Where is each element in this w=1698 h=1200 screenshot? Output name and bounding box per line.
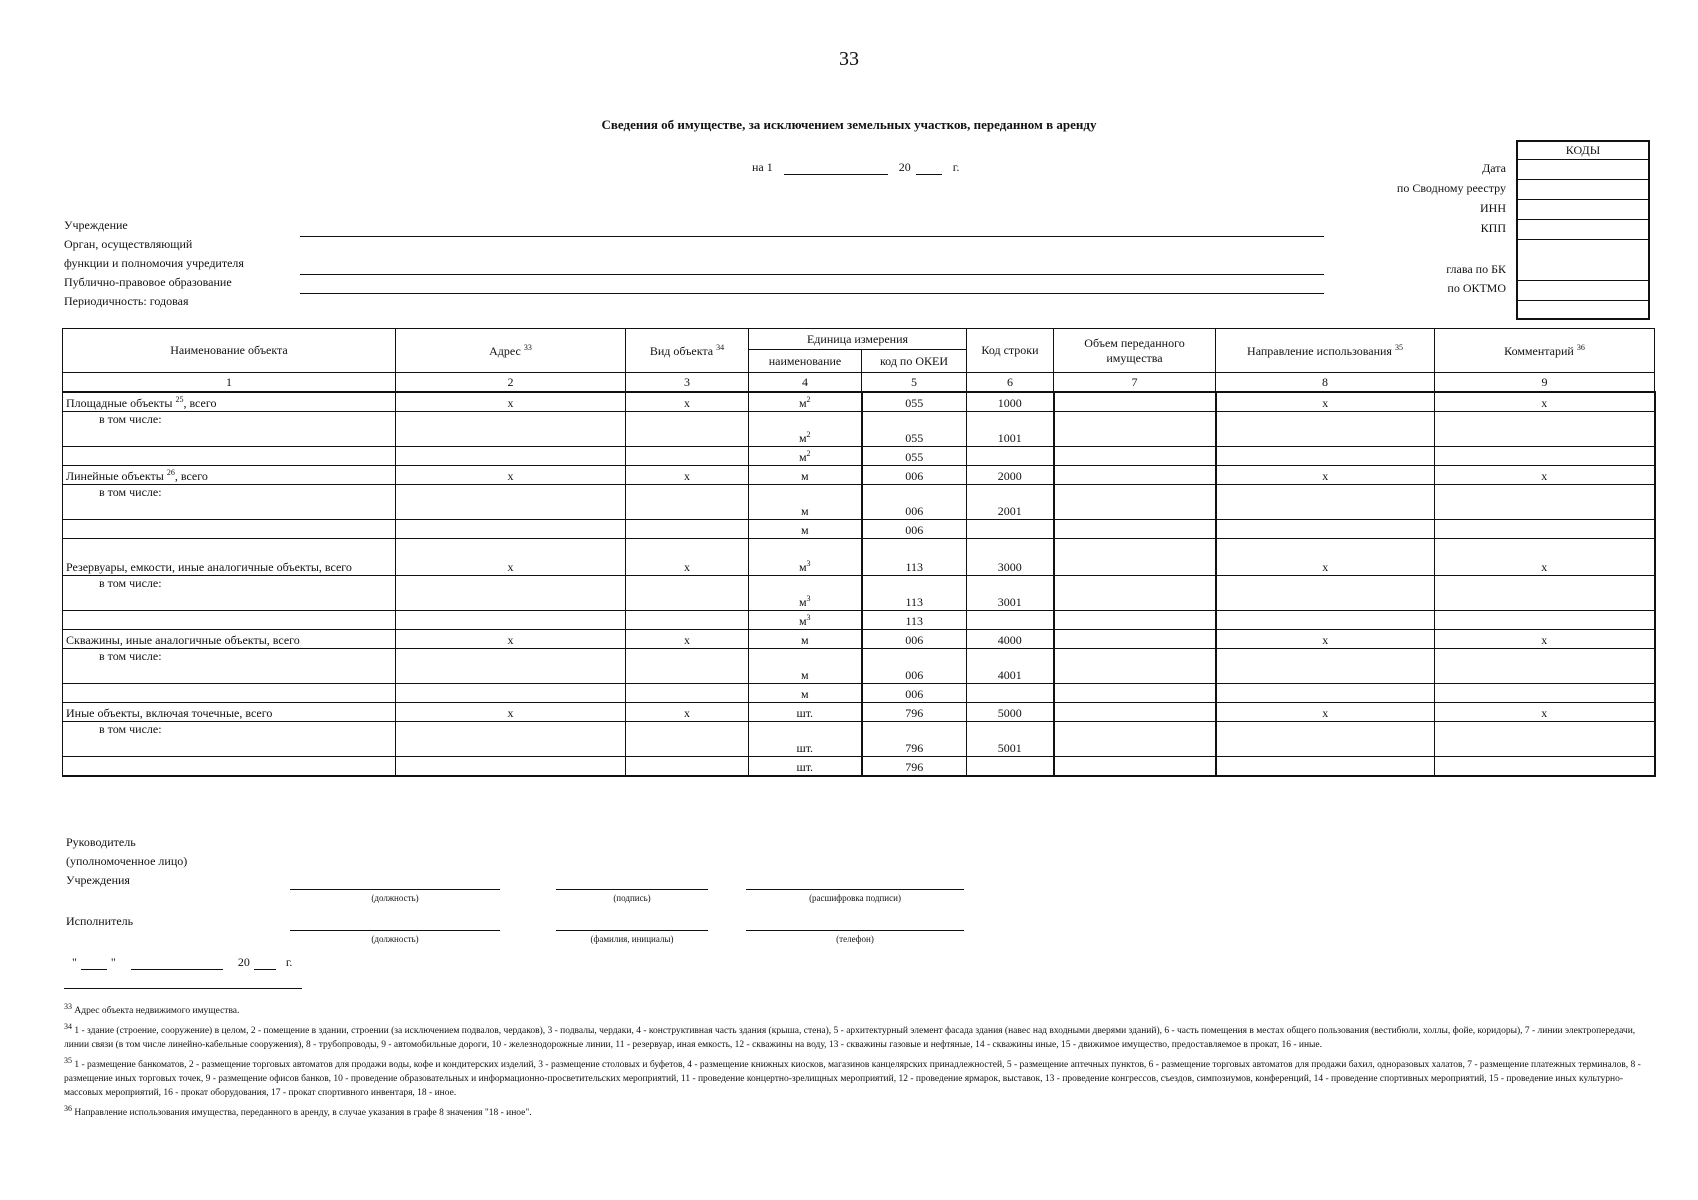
code-label-oktmo: по ОКТМО <box>1447 281 1506 295</box>
row-unit-name: м <box>749 466 862 485</box>
row-address[interactable] <box>396 520 626 539</box>
table-row-blank <box>63 757 1655 777</box>
header-address: Адрес $^{33}$ <box>396 329 626 373</box>
table-row-sub <box>63 722 1655 757</box>
row-unit-code: 796 <box>862 722 967 757</box>
row-including-label: в том числе: <box>63 649 396 684</box>
row-comment[interactable] <box>1435 576 1655 611</box>
row-unit-code: 006 <box>862 520 967 539</box>
code-cell-empty[interactable] <box>1518 301 1648 318</box>
row-type[interactable]: x <box>626 539 749 576</box>
row-code: 1000 <box>967 392 1054 412</box>
table-row-blank <box>63 447 1655 466</box>
row-address[interactable] <box>396 576 626 611</box>
header-type: Вид объекта $^{34}$ <box>626 329 749 373</box>
row-code: 3001 <box>967 576 1054 611</box>
head-label-1: Руководитель <box>66 835 136 849</box>
row-volume[interactable] <box>1054 611 1216 630</box>
row-name[interactable] <box>63 447 396 466</box>
row-name[interactable] <box>63 757 396 777</box>
row-direction[interactable]: x <box>1216 539 1435 576</box>
row-direction[interactable] <box>1216 412 1435 447</box>
field-label-authority-2: функции и полномочия учредителя <box>64 256 244 270</box>
row-code: 5001 <box>967 722 1054 757</box>
row-unit-code: 055 <box>862 412 967 447</box>
row-unit-name: $м^2$ <box>749 447 862 466</box>
report-date <box>752 160 959 175</box>
row-comment[interactable] <box>1435 412 1655 447</box>
row-code <box>967 520 1054 539</box>
footnotes <box>64 1000 1649 1123</box>
row-direction[interactable]: x <box>1216 466 1435 485</box>
row-volume[interactable] <box>1054 539 1216 576</box>
row-comment[interactable]: x <box>1435 392 1655 412</box>
row-code <box>967 611 1054 630</box>
row-unit-name: шт. <box>749 703 862 722</box>
row-unit-code: 006 <box>862 466 967 485</box>
field-label-public-entity: Публично-правовое образование <box>64 275 232 289</box>
row-volume[interactable] <box>1054 649 1216 684</box>
col-number-2: 2 <box>396 373 626 393</box>
row-code: 5000 <box>967 703 1054 722</box>
footnote-33: $^{33}$ Адрес объекта недвижимого имущества. <box>64 1002 240 1017</box>
row-direction[interactable] <box>1216 447 1435 466</box>
table-row-sub <box>63 412 1655 447</box>
row-volume[interactable] <box>1054 447 1216 466</box>
row-unit-name: м <box>749 520 862 539</box>
row-comment[interactable] <box>1435 611 1655 630</box>
head-label-2: (уполномоченное лицо) <box>66 854 188 868</box>
row-volume[interactable] <box>1054 520 1216 539</box>
row-unit-code: 113 <box>862 611 967 630</box>
row-comment[interactable]: x <box>1435 539 1655 576</box>
executor-position-caption: (должность) <box>371 934 419 944</box>
header-row-code: Код строки <box>967 329 1054 373</box>
row-direction[interactable] <box>1216 520 1435 539</box>
sig-date-month-blank[interactable] <box>131 957 223 970</box>
executor-phone-line[interactable] <box>746 930 964 931</box>
row-code <box>967 684 1054 703</box>
row-address[interactable] <box>396 412 626 447</box>
footnote-36: $^{36}$ Направление использования имущества, переданного в аренду, в случае указания в графе 8 значения "18 - иное". <box>64 1104 532 1119</box>
row-unit-name: шт. <box>749 757 862 777</box>
property-table <box>62 328 1656 777</box>
codes-box <box>1516 140 1650 320</box>
row-type[interactable] <box>626 447 749 466</box>
col-number-5: 5 <box>862 373 967 393</box>
table-row-total <box>63 539 1655 576</box>
row-type[interactable] <box>626 684 749 703</box>
table-row-total <box>63 466 1655 485</box>
col-number-4: 4 <box>749 373 862 393</box>
row-type[interactable]: x <box>626 466 749 485</box>
row-volume[interactable] <box>1054 703 1216 722</box>
code-cell-bk[interactable] <box>1518 240 1648 281</box>
row-comment[interactable] <box>1435 722 1655 757</box>
row-comment[interactable] <box>1435 757 1655 777</box>
field-label-periodicity: Периодичность: годовая <box>64 294 189 308</box>
code-label-registry: по Сводному реестру <box>1396 181 1506 195</box>
row-comment[interactable] <box>1435 447 1655 466</box>
row-unit-name: $м^2$ <box>749 412 862 447</box>
row-unit-code: 055 <box>862 392 967 412</box>
header-unit: Единица измерения <box>749 329 967 350</box>
row-address[interactable]: x <box>396 466 626 485</box>
code-cell-inn[interactable] <box>1518 200 1648 220</box>
head-label-3: Учреждения <box>66 873 130 887</box>
head-decoding-line[interactable] <box>746 889 964 890</box>
table-row-blank <box>63 684 1655 703</box>
head-position-caption: (должность) <box>371 893 419 903</box>
col-number-3: 3 <box>626 373 749 393</box>
row-volume[interactable] <box>1054 485 1216 520</box>
row-unit-name: м <box>749 485 862 520</box>
row-address[interactable]: x <box>396 392 626 412</box>
row-type[interactable] <box>626 576 749 611</box>
row-name: Площадные объекты $^{25}$, всего <box>63 392 396 412</box>
code-label-inn: ИНН <box>1480 201 1506 215</box>
footnote-separator <box>64 988 302 989</box>
table-row-blank <box>63 611 1655 630</box>
row-unit-code: 055 <box>862 447 967 466</box>
row-type[interactable] <box>626 412 749 447</box>
header-comment: Комментарий $^{36}$ <box>1435 329 1655 373</box>
row-comment[interactable]: x <box>1435 630 1655 649</box>
row-type[interactable] <box>626 722 749 757</box>
row-name: Линейные объекты $^{26}$, всего <box>63 466 396 485</box>
header-volume: Объем переданного имущества <box>1054 329 1216 373</box>
row-direction[interactable] <box>1216 757 1435 777</box>
row-name[interactable] <box>63 611 396 630</box>
row-comment[interactable] <box>1435 520 1655 539</box>
row-type[interactable] <box>626 757 749 777</box>
col-number-6: 6 <box>967 373 1054 393</box>
codes-header: КОДЫ <box>1518 142 1648 160</box>
row-comment[interactable] <box>1435 684 1655 703</box>
row-comment[interactable] <box>1435 649 1655 684</box>
row-volume[interactable] <box>1054 466 1216 485</box>
executor-label: Исполнитель <box>66 914 134 928</box>
field-line-institution[interactable] <box>300 236 1324 237</box>
col-number-8: 8 <box>1216 373 1435 393</box>
executor-name-line[interactable] <box>556 930 708 931</box>
sig-date-year-blank[interactable] <box>254 957 276 970</box>
table-row-total <box>63 630 1655 649</box>
header-unit-code: код по ОКЕИ <box>862 350 967 373</box>
executor-position-line[interactable] <box>290 930 500 931</box>
row-code: 2000 <box>967 466 1054 485</box>
head-signature-caption: (подпись) <box>613 893 651 903</box>
field-line-public-entity[interactable] <box>300 293 1324 294</box>
table-row-total <box>63 703 1655 722</box>
col-number-1: 1 <box>63 373 396 393</box>
date-prefix: на 1 <box>752 160 773 174</box>
row-unit-name: $м^3$ <box>749 576 862 611</box>
row-volume[interactable] <box>1054 684 1216 703</box>
row-including-label: в том числе: <box>63 485 396 520</box>
row-unit-name: $м^3$ <box>749 611 862 630</box>
row-name: Иные объекты, включая точечные, всего <box>63 703 396 722</box>
row-unit-name: м <box>749 630 862 649</box>
page-number: 33 <box>839 48 859 70</box>
row-unit-code: 113 <box>862 576 967 611</box>
row-type[interactable] <box>626 485 749 520</box>
row-code: 3000 <box>967 539 1054 576</box>
head-signature-line[interactable] <box>556 889 708 890</box>
table-row-sub <box>63 576 1655 611</box>
row-unit-code: 006 <box>862 684 967 703</box>
code-label-date: Дата <box>1482 161 1506 175</box>
table-row-blank <box>63 520 1655 539</box>
col-number-9: 9 <box>1435 373 1655 393</box>
date-day-month-blank[interactable] <box>784 162 888 175</box>
row-type[interactable] <box>626 649 749 684</box>
row-unit-name: $м^3$ <box>749 539 862 576</box>
field-label-authority-1: Орган, осуществляющий <box>64 237 193 251</box>
row-direction[interactable]: x <box>1216 703 1435 722</box>
code-cell-date[interactable] <box>1518 160 1648 180</box>
row-unit-code: 796 <box>862 757 967 777</box>
row-direction[interactable] <box>1216 576 1435 611</box>
row-address[interactable] <box>396 757 626 777</box>
row-code: 1001 <box>967 412 1054 447</box>
head-position-line[interactable] <box>290 889 500 890</box>
col-number-7: 7 <box>1054 373 1216 393</box>
executor-name-caption: (фамилия, инициалы) <box>590 934 674 944</box>
row-address[interactable] <box>396 447 626 466</box>
row-unit-code: 113 <box>862 539 967 576</box>
footnote-35: $^{35}$ 1 - размещение банкоматов, 2 - размещение торговых автоматов для продажи воды, кофе и кондитерских изделий, 3 - размещение столовых и буфетов, 4 - размещение книжных киосков, магазинов канцелярских принадлежностей, 5 - размещение аптечных пунктов, 6 - размещение торговых автоматов для продажи бахил, одноразовых халатов, 7 - размещение платежных терминалов, 8 - размещение иных торговых точек, 9 - размещение офисов банков, 10 - проведение образовательных и информационно-просветительских мероприятий, 11 - проведение концертно-зрелищных мероприятий, 12 - проведение ярмарок, выставок, 13 - проведение конгрессов, съездов, симпозиумов, конференций, 14 - проведение спортивных мероприятий, 15 - проведение иных культурно-массовых мероприятий, 16 - прокат оборудования, 17 - прокат спортивного инвентаря, 18 - иное. <box>64 1056 1641 1099</box>
row-address[interactable] <box>396 611 626 630</box>
row-including-label: в том числе: <box>63 576 396 611</box>
row-volume[interactable] <box>1054 630 1216 649</box>
header-name: Наименование объекта <box>63 329 396 373</box>
row-unit-code: 796 <box>862 703 967 722</box>
row-name[interactable] <box>63 520 396 539</box>
code-cell-registry[interactable] <box>1518 180 1648 200</box>
row-direction[interactable]: x <box>1216 392 1435 412</box>
footnote-34: $^{34}$ 1 - здание (строение, сооружение) в целом, 2 - помещение в здании, строении (за исключением подвалов, чердаков), 3 - подвалы, чердаки, 4 - конструктивная часть здания (крыша, стена), 5 - архитектурный элемент фасада здания (навес над входными дверями зданий), 6 - часть помещения в местах общего пользования (вестибюли, холлы, фойе, коридоры), 7 - линии электропередачи, линии связи (в том числе линейно-кабельные сооружения), 8 - трубопроводы, 9 - автомобильные дороги, 10 - железнодорожные линии, 11 - резервуар, иная емкость, 12 - скважины на воду, 13 - скважины газовые и нефтяные, 14 - скважины иные, 15 - движимое имущество, предоставляемое в прокат, 16 - иные. <box>64 1022 1636 1051</box>
row-type[interactable] <box>626 611 749 630</box>
row-volume[interactable] <box>1054 392 1216 412</box>
row-volume[interactable] <box>1054 757 1216 777</box>
row-comment[interactable] <box>1435 485 1655 520</box>
table-row-total <box>63 392 1655 412</box>
row-code <box>967 447 1054 466</box>
header-unit-name: наименование <box>749 350 862 373</box>
row-name: Резервуары, емкости, иные аналогичные объекты, всего <box>63 539 396 576</box>
field-line-authority[interactable] <box>300 274 1324 275</box>
row-name[interactable] <box>63 684 396 703</box>
table-row-sub <box>63 485 1655 520</box>
row-code: 2001 <box>967 485 1054 520</box>
code-label-bk: глава по БК <box>1446 262 1506 276</box>
row-type[interactable] <box>626 520 749 539</box>
row-unit-name: м <box>749 649 862 684</box>
row-unit-code: 006 <box>862 649 967 684</box>
row-direction[interactable] <box>1216 684 1435 703</box>
date-year-prefix: 20 <box>898 160 911 174</box>
row-including-label: в том числе: <box>63 722 396 757</box>
row-comment[interactable]: x <box>1435 703 1655 722</box>
row-unit-name: м <box>749 684 862 703</box>
row-including-label: в том числе: <box>63 412 396 447</box>
row-address[interactable]: x <box>396 703 626 722</box>
row-code: 4001 <box>967 649 1054 684</box>
sig-date-day-blank[interactable] <box>81 957 107 970</box>
row-volume[interactable] <box>1054 722 1216 757</box>
row-comment[interactable]: x <box>1435 466 1655 485</box>
row-direction[interactable] <box>1216 611 1435 630</box>
row-type[interactable]: x <box>626 630 749 649</box>
code-label-kpp: КПП <box>1480 221 1506 235</box>
code-cell-kpp[interactable] <box>1518 220 1648 240</box>
row-address[interactable]: x <box>396 630 626 649</box>
row-direction[interactable] <box>1216 485 1435 520</box>
row-code <box>967 757 1054 777</box>
row-unit-code: 006 <box>862 630 967 649</box>
row-unit-code: 006 <box>862 485 967 520</box>
row-address[interactable] <box>396 485 626 520</box>
row-direction[interactable]: x <box>1216 630 1435 649</box>
row-address[interactable] <box>396 649 626 684</box>
row-code: 4000 <box>967 630 1054 649</box>
table-row-sub <box>63 649 1655 684</box>
row-address[interactable] <box>396 722 626 757</box>
row-direction[interactable] <box>1216 649 1435 684</box>
form-title: Сведения об имуществе, за исключением земельных участков, переданном в аренду <box>601 117 1097 132</box>
row-type[interactable]: x <box>626 392 749 412</box>
head-decoding-caption: (расшифровка подписи) <box>809 893 901 903</box>
date-year-blank[interactable] <box>916 162 942 175</box>
row-name: Скважины, иные аналогичные объекты, всего <box>63 630 396 649</box>
row-direction[interactable] <box>1216 722 1435 757</box>
executor-phone-caption: (телефон) <box>836 934 874 944</box>
row-type[interactable]: x <box>626 703 749 722</box>
header-direction: Направление использования $^{35}$ <box>1216 329 1435 373</box>
code-cell-oktmo[interactable] <box>1518 281 1648 301</box>
row-volume[interactable] <box>1054 576 1216 611</box>
signature-date: " " 20 г. <box>72 955 293 969</box>
row-address[interactable]: x <box>396 539 626 576</box>
row-address[interactable] <box>396 684 626 703</box>
row-unit-name: $м^2$ <box>749 392 862 412</box>
row-unit-name: шт. <box>749 722 862 757</box>
date-suffix: г. <box>952 160 960 174</box>
row-volume[interactable] <box>1054 412 1216 447</box>
field-label-institution: Учреждение <box>64 218 128 232</box>
